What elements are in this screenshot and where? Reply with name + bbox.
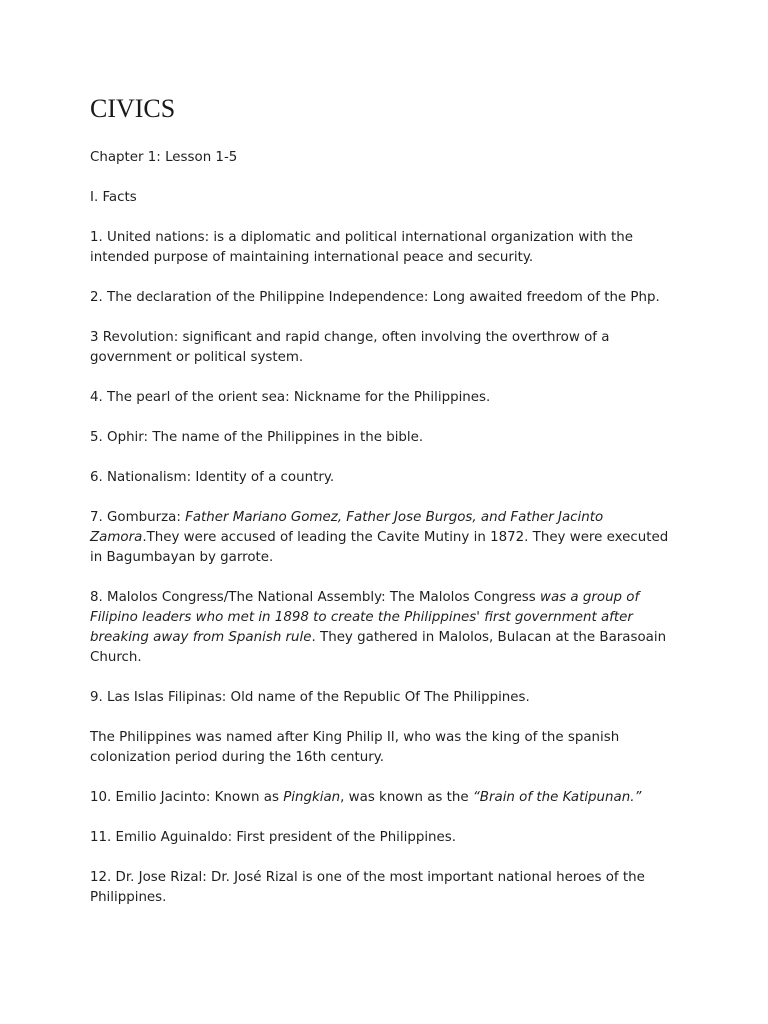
document-title: CIVICS xyxy=(90,94,176,123)
fact-item-10-italic-2: “Brain of the Katipunan.” xyxy=(472,790,642,805)
chapter-heading: Chapter 1: Lesson 1-5 xyxy=(90,150,238,165)
fact-item-8 xyxy=(90,588,680,668)
fact-item-7-lead: 7. Gomburza: xyxy=(90,510,186,525)
fact-note-philip: The Philippines was named after King Philip II, who was the king of the spanish colonization period during the 16th century. xyxy=(90,730,620,765)
fact-item-8-italic: was a group of Filipino leaders who met in 1898 to create the Philippines' first government after breaking away from Spanish rule xyxy=(90,590,640,645)
fact-item-10 xyxy=(90,788,680,808)
document-page xyxy=(90,94,680,928)
fact-item-10-mid: , was known as the xyxy=(340,790,473,805)
fact-item-11: 11. Emilio Aguinaldo: First president of the Philippines. xyxy=(90,830,457,845)
fact-item-4: 4. The pearl of the orient sea: Nickname for the Philippines. xyxy=(90,390,491,405)
fact-item-1: 1. United nations: is a diplomatic and political international organization with the intended purpose of maintaining international peace and security. xyxy=(90,230,634,265)
fact-item-8-tail: . They gathered in Malolos, Bulacan at the Barasoain Church. xyxy=(90,630,667,665)
section-heading: I. Facts xyxy=(90,190,137,205)
fact-item-12: 12. Dr. Jose Rizal: Dr. José Rizal is one of the most important national heroes of the Philippines. xyxy=(90,870,645,905)
fact-item-5: 5. Ophir: The name of the Philippines in the bible. xyxy=(90,430,424,445)
fact-item-10-lead: 10. Emilio Jacinto: Known as xyxy=(90,790,284,805)
fact-item-10-italic-1: Pingkian xyxy=(283,790,341,805)
fact-item-7-tail: .They were accused of leading the Cavite Mutiny in 1872. They were executed in Bagumbayan by garrote. xyxy=(90,530,669,565)
fact-item-6: 6. Nationalism: Identity of a country. xyxy=(90,470,335,485)
fact-item-9: 9. Las Islas Filipinas: Old name of the Republic Of The Philippines. xyxy=(90,690,530,705)
fact-item-7 xyxy=(90,508,680,568)
fact-item-3: 3 Revolution: significant and rapid change, often involving the overthrow of a government or political system. xyxy=(90,330,610,365)
fact-item-7-italic: Father Mariano Gomez, Father Jose Burgos, and Father Jacinto Zamora xyxy=(90,510,604,545)
fact-item-2: 2. The declaration of the Philippine Independence: Long awaited freedom of the Php. xyxy=(90,290,660,305)
fact-item-8-lead: 8. Malolos Congress/The National Assembly: The Malolos Congress xyxy=(90,590,541,605)
